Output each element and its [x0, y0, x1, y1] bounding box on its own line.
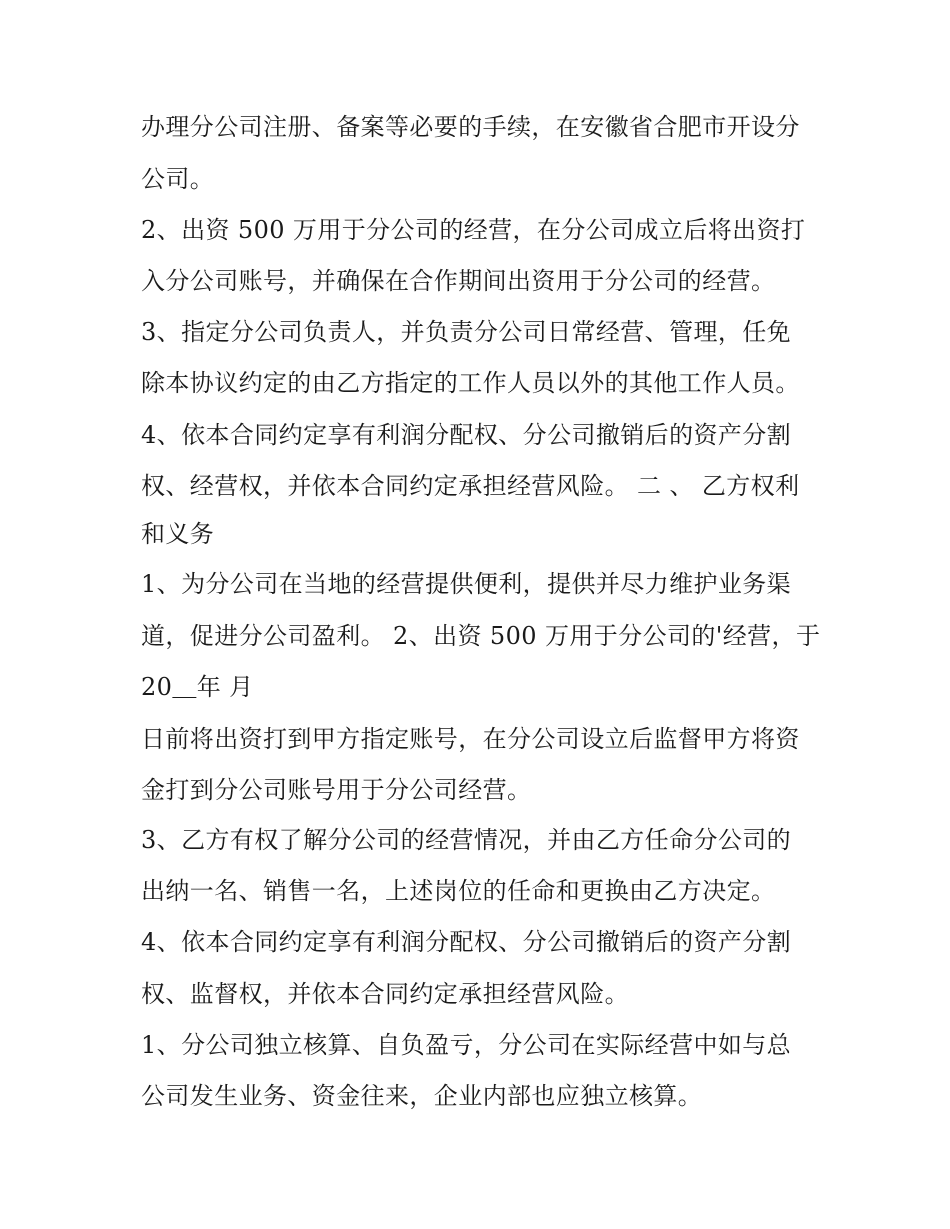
- text-line: 道，促进分公司盈利。 2、出资 500 万用于分公司的'经营，于: [141, 622, 821, 650]
- text-line: 1、分公司独立核算、自负盈亏，分公司在实际经营中如与总: [141, 1031, 792, 1059]
- text-line: 4、依本合同约定享有利润分配权、分公司撤销后的资产分割: [141, 421, 792, 449]
- text-line: 公司。: [141, 165, 215, 193]
- text-line: 3、指定分公司负责人，并负责分公司日常经营、管理，任免: [141, 318, 792, 346]
- text-line: 权、经营权，并依本合同约定承担经营风险。 二 、 乙方权利: [141, 472, 800, 500]
- text-line: 1、为分公司在当地的经营提供便利，提供并尽力维护业务渠: [141, 570, 792, 598]
- text-line: 除本协议约定的由乙方指定的工作人员以外的其他工作人员。: [141, 369, 800, 397]
- text-line: 权、监督权，并依本合同约定承担经营风险。: [141, 980, 629, 1008]
- text-line: 4、依本合同约定享有利润分配权、分公司撤销后的资产分割: [141, 928, 792, 956]
- text-line: 2、出资 500 万用于分公司的经营，在分公司成立后将出资打: [141, 216, 806, 244]
- text-line: 20＿年 月: [141, 673, 254, 701]
- text-line: 出纳一名、销售一名，上述岗位的任命和更换由乙方决定。: [141, 877, 776, 905]
- text-line: 办理分公司注册、备案等必要的手续，在安徽省合肥市开设分: [141, 113, 800, 141]
- text-line: 日前将出资打到甲方指定账号，在分公司设立后监督甲方将资: [141, 725, 800, 753]
- text-line: 入分公司账号，并确保在合作期间出资用于分公司的经营。: [141, 267, 776, 295]
- text-line: 金打到分公司账号用于分公司经营。: [141, 776, 532, 804]
- text-line: 公司发生业务、资金往来，企业内部也应独立核算。: [141, 1082, 703, 1110]
- text-line: 3、乙方有权了解分公司的经营情况，并由乙方任命分公司的: [141, 826, 792, 854]
- text-line: 和义务: [141, 520, 215, 548]
